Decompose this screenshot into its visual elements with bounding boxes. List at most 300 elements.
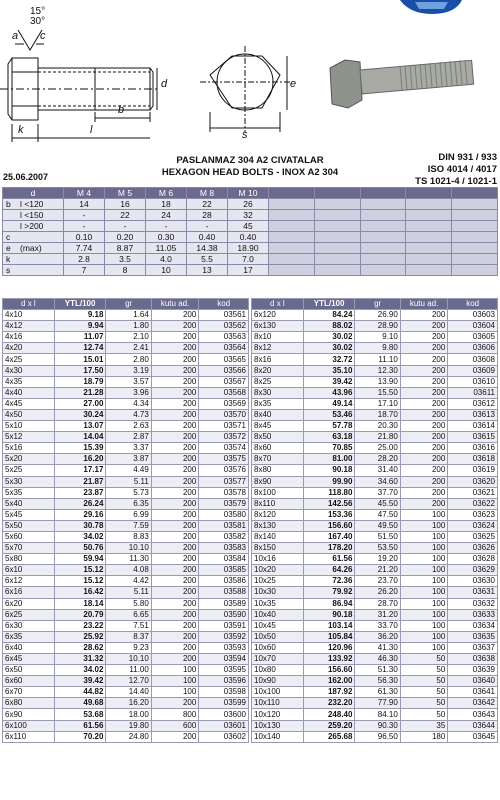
code-cell: 03626: [448, 543, 498, 554]
dim-cell: 28: [187, 210, 228, 221]
table-row: [252, 609, 498, 620]
price-cell: 18.79: [54, 376, 106, 387]
table-row: [3, 654, 249, 665]
standard-iso: ISO 4014 / 4017: [427, 164, 497, 175]
size-cell: 6x35: [3, 631, 55, 642]
weight-cell: 33.70: [355, 620, 400, 631]
price-cell: 64.26: [303, 565, 355, 576]
dim-cell: 26: [228, 199, 269, 210]
dim-cell: 0.20: [105, 232, 146, 243]
weight-cell: 3.37: [106, 443, 151, 454]
b-sub-label: l <120: [20, 199, 44, 209]
size-cell: 8x20: [252, 365, 304, 376]
price-cell: 34.02: [54, 531, 106, 542]
box-qty-cell: 50: [400, 654, 448, 665]
size-cell: 10x35: [252, 598, 304, 609]
weight-cell: 9.80: [355, 343, 400, 354]
weight-cell: 9.23: [106, 642, 151, 653]
dim-cell: 2.8: [64, 254, 105, 265]
col-price: YTL/100: [303, 299, 355, 310]
box-qty-cell: 100: [400, 609, 448, 620]
dim-cell: 7: [64, 265, 105, 276]
size-cell: 10x45: [252, 620, 304, 631]
box-qty-cell: 100: [400, 531, 448, 542]
size-cell: 5x70: [3, 543, 55, 554]
box-qty-cell: 200: [151, 432, 199, 443]
weight-cell: 4.49: [106, 465, 151, 476]
title-english: HEXAGON HEAD BOLTS - INOX A2 304: [161, 167, 339, 178]
weight-cell: 14.40: [106, 687, 151, 698]
code-cell: 03567: [199, 376, 249, 387]
price-cell: 153.36: [303, 509, 355, 520]
code-cell: 03615: [448, 432, 498, 443]
code-cell: 03622: [448, 498, 498, 509]
dim-empty: [406, 221, 452, 232]
size-cell: 6x60: [3, 676, 55, 687]
table-row: [252, 443, 498, 454]
code-cell: 03592: [199, 631, 249, 642]
list-header-row: [252, 299, 498, 310]
code-cell: 03639: [448, 665, 498, 676]
weight-cell: 5.11: [106, 587, 151, 598]
box-qty-cell: 200: [151, 454, 199, 465]
size-cell: 6x80: [3, 698, 55, 709]
price-cell: 105.84: [303, 631, 355, 642]
weight-cell: 4.08: [106, 565, 151, 576]
weight-cell: 10.10: [106, 654, 151, 665]
box-qty-cell: 200: [151, 487, 199, 498]
dim-empty: [452, 221, 498, 232]
code-cell: 03584: [199, 554, 249, 565]
table-row: [3, 343, 249, 354]
dim-label-k: k: [18, 124, 24, 136]
code-cell: 03569: [199, 398, 249, 409]
price-cell: 13.07: [54, 421, 106, 432]
weight-cell: 25.00: [355, 443, 400, 454]
dim-empty: [360, 265, 406, 276]
dim-label-d: d: [161, 78, 168, 90]
size-cell: 6x110: [3, 731, 55, 742]
price-cell: 17.50: [54, 365, 106, 376]
box-qty-cell: 200: [151, 443, 199, 454]
box-qty-cell: 200: [151, 332, 199, 343]
box-qty-cell: 200: [151, 365, 199, 376]
table-row: [252, 454, 498, 465]
size-cell: 6x70: [3, 687, 55, 698]
table-row: [252, 321, 498, 332]
box-qty-cell: 100: [400, 543, 448, 554]
box-qty-cell: 200: [151, 565, 199, 576]
box-qty-cell: 200: [400, 421, 448, 432]
dim-row-b1: [3, 199, 498, 210]
dim-cell: -: [146, 221, 187, 232]
bolt-drawing-svg: [0, 0, 500, 150]
dim-cell: -: [64, 221, 105, 232]
size-cell: 5x40: [3, 498, 55, 509]
code-cell: 03603: [448, 310, 498, 321]
code-cell: 03609: [448, 365, 498, 376]
dim-cell: 17: [228, 265, 269, 276]
technical-drawings: [0, 0, 500, 150]
weight-cell: 51.50: [355, 531, 400, 542]
weight-cell: 8.37: [106, 631, 151, 642]
price-cell: 23.87: [54, 487, 106, 498]
weight-cell: 28.90: [355, 321, 400, 332]
box-qty-cell: 200: [400, 343, 448, 354]
dim-cell: 18: [146, 199, 187, 210]
box-qty-cell: 200: [151, 476, 199, 487]
table-row: [3, 321, 249, 332]
dim-cell: 3.5: [105, 254, 146, 265]
dim-cell: -: [64, 210, 105, 221]
table-row: [252, 620, 498, 631]
weight-cell: 15.50: [355, 387, 400, 398]
box-qty-cell: 100: [151, 676, 199, 687]
code-cell: 03616: [448, 443, 498, 454]
table-row: [3, 398, 249, 409]
price-cell: 14.04: [54, 432, 106, 443]
weight-cell: 5.80: [106, 598, 151, 609]
price-cell: 12.74: [54, 343, 106, 354]
weight-cell: 2.63: [106, 421, 151, 432]
price-cell: 23.22: [54, 620, 106, 631]
size-cell: 6x40: [3, 642, 55, 653]
price-cell: 81.00: [303, 454, 355, 465]
size-cell: 4x12: [3, 321, 55, 332]
table-row: [3, 609, 249, 620]
price-cell: 265.68: [303, 731, 355, 742]
size-cell: 10x16: [252, 554, 304, 565]
dim-cell: -: [105, 221, 146, 232]
weight-cell: 19.20: [355, 554, 400, 565]
box-qty-cell: 200: [400, 398, 448, 409]
size-cell: 4x45: [3, 398, 55, 409]
weight-cell: 2.41: [106, 343, 151, 354]
price-cell: 156.60: [303, 520, 355, 531]
weight-cell: 6.65: [106, 609, 151, 620]
dim-empty: [406, 210, 452, 221]
col-code: kod: [199, 299, 249, 310]
table-row: [252, 654, 498, 665]
code-cell: 03562: [199, 321, 249, 332]
size-cell: 10x110: [252, 698, 304, 709]
box-qty-cell: 50: [400, 698, 448, 709]
box-qty-cell: 200: [400, 443, 448, 454]
price-cell: 120.96: [303, 642, 355, 653]
weight-cell: 84.10: [355, 709, 400, 720]
size-cell: 6x100: [3, 720, 55, 731]
box-qty-cell: 100: [400, 509, 448, 520]
price-cell: 259.20: [303, 720, 355, 731]
box-qty-cell: 200: [151, 620, 199, 631]
box-qty-cell: 200: [151, 398, 199, 409]
table-row: [3, 620, 249, 631]
table-row: [252, 687, 498, 698]
standard-ts: TS 1021-4 / 1021-1: [415, 176, 497, 187]
table-row: [3, 498, 249, 509]
price-cell: 61.56: [303, 554, 355, 565]
weight-cell: 1.80: [106, 321, 151, 332]
dim-empty: [314, 232, 360, 243]
weight-cell: 28.20: [355, 454, 400, 465]
code-cell: 03580: [199, 509, 249, 520]
table-row: [252, 310, 498, 321]
code-cell: 03619: [448, 465, 498, 476]
col-code: kod: [448, 299, 498, 310]
box-qty-cell: 200: [151, 587, 199, 598]
price-cell: 16.20: [54, 454, 106, 465]
table-row: [3, 332, 249, 343]
box-qty-cell: 200: [400, 365, 448, 376]
dim-empty: [314, 210, 360, 221]
table-row: [252, 376, 498, 387]
size-cell: 5x30: [3, 476, 55, 487]
box-qty-cell: 100: [400, 631, 448, 642]
price-cell: 18.14: [54, 598, 106, 609]
weight-cell: 12.30: [355, 365, 400, 376]
price-cell: 88.02: [303, 321, 355, 332]
size-cell: 4x10: [3, 310, 55, 321]
price-cell: 167.40: [303, 531, 355, 542]
box-qty-cell: 100: [400, 576, 448, 587]
price-cell: 26.24: [54, 498, 106, 509]
price-cell: 133.92: [303, 654, 355, 665]
col-box-qty: kutu ad.: [151, 299, 199, 310]
price-cell: 34.02: [54, 665, 106, 676]
dim-empty: [314, 265, 360, 276]
price-cell: 156.60: [303, 665, 355, 676]
table-row: [3, 520, 249, 531]
code-cell: 03612: [448, 398, 498, 409]
dim-cell: 0.30: [146, 232, 187, 243]
box-qty-cell: 200: [400, 376, 448, 387]
weight-cell: 9.10: [355, 332, 400, 343]
table-row: [252, 731, 498, 742]
box-qty-cell: 100: [400, 620, 448, 631]
size-cell: 6x12: [3, 576, 55, 587]
table-row: [3, 665, 249, 676]
table-row: [3, 676, 249, 687]
weight-cell: 18.70: [355, 409, 400, 420]
code-cell: 03602: [199, 731, 249, 742]
box-qty-cell: 200: [151, 520, 199, 531]
dim-row-label: k: [3, 254, 64, 265]
size-cell: 8x45: [252, 421, 304, 432]
weight-cell: 6.99: [106, 509, 151, 520]
size-cell: 8x35: [252, 398, 304, 409]
price-cell: 90.18: [303, 465, 355, 476]
price-cell: 86.94: [303, 598, 355, 609]
price-cell: 53.68: [54, 709, 106, 720]
table-row: [252, 432, 498, 443]
weight-cell: 46.30: [355, 654, 400, 665]
size-cell: 10x80: [252, 665, 304, 676]
table-row: [252, 720, 498, 731]
price-cell: 99.90: [303, 476, 355, 487]
weight-cell: 77.90: [355, 698, 400, 709]
weight-cell: 4.42: [106, 576, 151, 587]
table-row: [252, 387, 498, 398]
code-cell: 03565: [199, 354, 249, 365]
code-cell: 03586: [199, 576, 249, 587]
size-cell: 5x16: [3, 443, 55, 454]
price-cell: 9.18: [54, 310, 106, 321]
dimensions-header-row: [3, 188, 498, 199]
price-cell: 79.92: [303, 587, 355, 598]
size-cell: 10x25: [252, 576, 304, 587]
box-qty-cell: 100: [400, 587, 448, 598]
box-qty-cell: 50: [400, 687, 448, 698]
code-cell: 03643: [448, 709, 498, 720]
table-row: [252, 587, 498, 598]
weight-cell: 3.96: [106, 387, 151, 398]
table-row: [3, 543, 249, 554]
code-cell: 03644: [448, 720, 498, 731]
col-box-qty: kutu ad.: [400, 299, 448, 310]
box-qty-cell: 200: [400, 354, 448, 365]
table-row: [252, 365, 498, 376]
weight-cell: 3.87: [106, 454, 151, 465]
table-row: [3, 487, 249, 498]
dim-cell: 10: [146, 265, 187, 276]
code-cell: 03590: [199, 609, 249, 620]
dim-cell: 13: [187, 265, 228, 276]
code-cell: 03629: [448, 565, 498, 576]
price-cell: 15.12: [54, 565, 106, 576]
code-cell: 03582: [199, 531, 249, 542]
code-cell: 03618: [448, 454, 498, 465]
code-cell: 03625: [448, 531, 498, 542]
box-qty-cell: 200: [400, 454, 448, 465]
dim-label-l: l: [90, 124, 93, 136]
weight-cell: 26.90: [355, 310, 400, 321]
size-cell: 6x130: [252, 321, 304, 332]
price-cell: 187.92: [303, 687, 355, 698]
size-cell: 6x120: [252, 310, 304, 321]
box-qty-cell: 200: [151, 321, 199, 332]
list-header-row: [3, 299, 249, 310]
code-cell: 03640: [448, 676, 498, 687]
table-row: [3, 310, 249, 321]
price-cell: 72.36: [303, 576, 355, 587]
dim-label-a: a: [12, 30, 19, 42]
weight-cell: 7.51: [106, 620, 151, 631]
size-cell: 8x25: [252, 376, 304, 387]
box-qty-cell: 100: [400, 565, 448, 576]
box-qty-cell: 200: [151, 465, 199, 476]
price-cell: 27.00: [54, 398, 106, 409]
code-cell: 03564: [199, 343, 249, 354]
size-cell: 5x12: [3, 432, 55, 443]
dim-label-s: s: [242, 129, 248, 141]
weight-cell: 11.10: [355, 354, 400, 365]
dim-empty: [269, 199, 315, 210]
size-cell: 4x35: [3, 376, 55, 387]
table-row: [252, 598, 498, 609]
col-size: d x l: [3, 299, 55, 310]
dim-row-b2: [3, 210, 498, 221]
weight-cell: 41.30: [355, 642, 400, 653]
size-cell: 8x100: [252, 487, 304, 498]
weight-cell: 23.70: [355, 576, 400, 587]
box-qty-cell: 200: [400, 432, 448, 443]
dim-cell: 32: [228, 210, 269, 221]
table-row: [3, 465, 249, 476]
weight-cell: 47.50: [355, 509, 400, 520]
size-cell: 8x150: [252, 543, 304, 554]
table-row: [252, 498, 498, 509]
box-qty-cell: 200: [400, 476, 448, 487]
weight-cell: 21.20: [355, 565, 400, 576]
size-cell: 10x140: [252, 731, 304, 742]
e-sub-label: (max): [20, 243, 42, 253]
dim-empty: [314, 188, 360, 199]
table-row: [3, 387, 249, 398]
size-cell: 8x110: [252, 498, 304, 509]
size-cell: 8x30: [252, 387, 304, 398]
table-row: [252, 398, 498, 409]
code-cell: 03578: [199, 487, 249, 498]
dim-cell: 0.40: [228, 232, 269, 243]
size-cell: 8x50: [252, 432, 304, 443]
dim-row-label: [3, 210, 64, 221]
box-qty-cell: 200: [151, 609, 199, 620]
weight-cell: 26.20: [355, 587, 400, 598]
table-row: [252, 409, 498, 420]
size-cell: 8x16: [252, 354, 304, 365]
box-qty-cell: 200: [151, 343, 199, 354]
table-row: [252, 642, 498, 653]
size-cell: 8x140: [252, 531, 304, 542]
price-cell: 16.42: [54, 587, 106, 598]
dim-empty: [360, 221, 406, 232]
weight-cell: 18.00: [106, 709, 151, 720]
box-qty-cell: 200: [151, 354, 199, 365]
box-qty-cell: 200: [151, 509, 199, 520]
price-cell: 49.14: [303, 398, 355, 409]
price-cell: 25.92: [54, 631, 106, 642]
col-weight: gr: [355, 299, 400, 310]
table-row: [3, 365, 249, 376]
code-cell: 03633: [448, 609, 498, 620]
size-cell: 8x40: [252, 409, 304, 420]
dim-cell: -: [187, 221, 228, 232]
table-row: [3, 409, 249, 420]
dim-cell: 7.0: [228, 254, 269, 265]
code-cell: 03583: [199, 543, 249, 554]
dim-empty: [360, 243, 406, 254]
code-cell: 03606: [448, 343, 498, 354]
code-cell: 03585: [199, 565, 249, 576]
table-row: [3, 554, 249, 565]
box-qty-cell: 200: [151, 310, 199, 321]
table-row: [252, 354, 498, 365]
price-cell: 9.94: [54, 321, 106, 332]
box-qty-cell: 200: [151, 543, 199, 554]
b-sub-label: l >200: [20, 221, 44, 231]
dim-empty: [269, 243, 315, 254]
weight-cell: 11.00: [106, 665, 151, 676]
weight-cell: 4.73: [106, 409, 151, 420]
box-qty-cell: 200: [151, 598, 199, 609]
code-cell: 03641: [448, 687, 498, 698]
box-qty-cell: 200: [151, 531, 199, 542]
price-cell: 142.56: [303, 498, 355, 509]
box-qty-cell: 200: [151, 498, 199, 509]
angle-top-label: 15°: [30, 6, 46, 17]
dim-cell: 5.5: [187, 254, 228, 265]
code-cell: 03571: [199, 421, 249, 432]
